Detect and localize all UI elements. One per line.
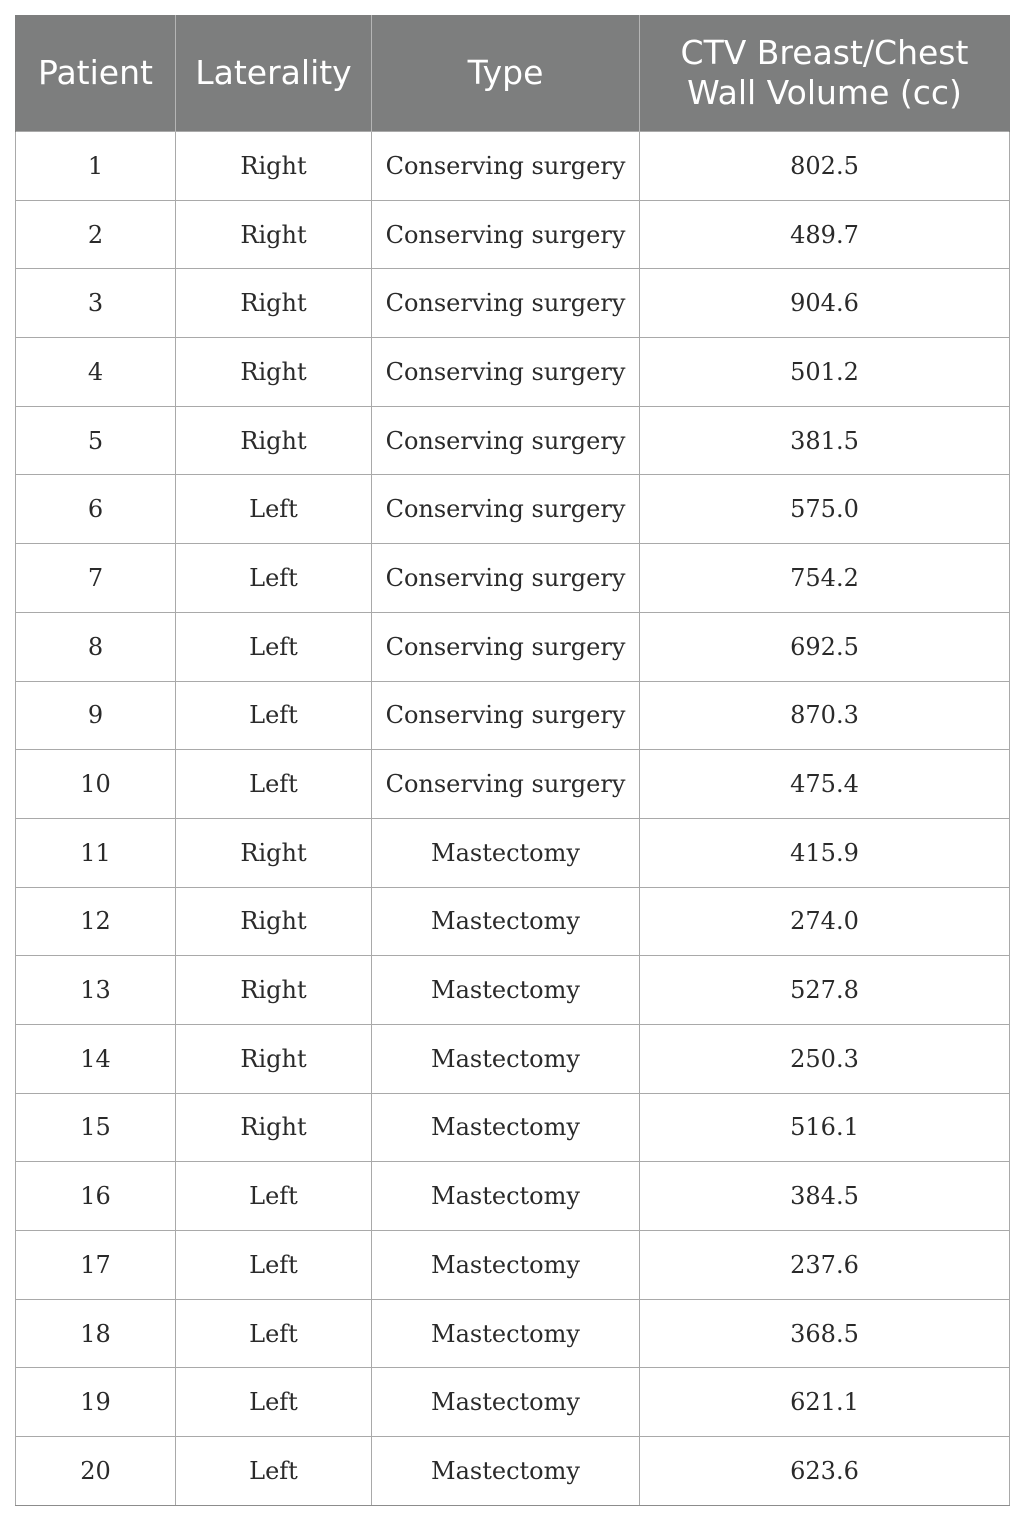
cell-patient: 15: [16, 1093, 176, 1162]
cell-type: Mastectomy: [372, 1299, 640, 1368]
patient-table: [15, 15, 1010, 1506]
cell-type: Conserving surgery: [372, 269, 640, 338]
cell-laterality: Right: [176, 1093, 372, 1162]
cell-volume: 384.5: [640, 1162, 1010, 1231]
cell-type: Mastectomy: [372, 1024, 640, 1093]
cell-patient: 13: [16, 956, 176, 1025]
header-type: Type: [372, 15, 640, 132]
table-row: [16, 1024, 1010, 1093]
cell-laterality: Left: [176, 1299, 372, 1368]
table-header: [16, 15, 1010, 132]
cell-patient: 16: [16, 1162, 176, 1231]
cell-type: Conserving surgery: [372, 338, 640, 407]
cell-volume: 802.5: [640, 132, 1010, 201]
cell-volume: 501.2: [640, 338, 1010, 407]
cell-type: Conserving surgery: [372, 612, 640, 681]
cell-laterality: Left: [176, 475, 372, 544]
cell-volume: 489.7: [640, 200, 1010, 269]
cell-laterality: Left: [176, 1437, 372, 1506]
cell-volume: 415.9: [640, 818, 1010, 887]
cell-patient: 20: [16, 1437, 176, 1506]
cell-laterality: Right: [176, 818, 372, 887]
cell-patient: 1: [16, 132, 176, 201]
cell-laterality: Right: [176, 269, 372, 338]
cell-laterality: Left: [176, 681, 372, 750]
cell-volume: 692.5: [640, 612, 1010, 681]
cell-volume: 274.0: [640, 887, 1010, 956]
table-row: [16, 1299, 1010, 1368]
table-row: [16, 269, 1010, 338]
cell-laterality: Right: [176, 406, 372, 475]
table-row: [16, 1368, 1010, 1437]
table-row: [16, 544, 1010, 613]
table-row: [16, 612, 1010, 681]
cell-type: Mastectomy: [372, 1437, 640, 1506]
cell-type: Mastectomy: [372, 1368, 640, 1437]
cell-volume: 368.5: [640, 1299, 1010, 1368]
cell-volume: 621.1: [640, 1368, 1010, 1437]
cell-volume: 381.5: [640, 406, 1010, 475]
cell-type: Conserving surgery: [372, 681, 640, 750]
cell-type: Conserving surgery: [372, 475, 640, 544]
table-row: [16, 1437, 1010, 1506]
table-row: [16, 750, 1010, 819]
table-row: [16, 1231, 1010, 1300]
cell-volume: 870.3: [640, 681, 1010, 750]
cell-laterality: Right: [176, 132, 372, 201]
cell-laterality: Left: [176, 612, 372, 681]
cell-volume: 527.8: [640, 956, 1010, 1025]
cell-patient: 17: [16, 1231, 176, 1300]
cell-volume: 475.4: [640, 750, 1010, 819]
cell-type: Mastectomy: [372, 1231, 640, 1300]
table-row: [16, 406, 1010, 475]
cell-volume: 754.2: [640, 544, 1010, 613]
cell-type: Mastectomy: [372, 1162, 640, 1231]
cell-volume: 575.0: [640, 475, 1010, 544]
cell-type: Mastectomy: [372, 1093, 640, 1162]
cell-patient: 11: [16, 818, 176, 887]
cell-patient: 12: [16, 887, 176, 956]
cell-patient: 2: [16, 200, 176, 269]
cell-laterality: Left: [176, 1231, 372, 1300]
cell-laterality: Right: [176, 956, 372, 1025]
cell-volume: 623.6: [640, 1437, 1010, 1506]
table-row: [16, 1162, 1010, 1231]
cell-laterality: Left: [176, 544, 372, 613]
cell-type: Mastectomy: [372, 887, 640, 956]
cell-patient: 5: [16, 406, 176, 475]
cell-laterality: Left: [176, 750, 372, 819]
cell-patient: 9: [16, 681, 176, 750]
header-patient: Patient: [16, 15, 176, 132]
cell-type: Conserving surgery: [372, 406, 640, 475]
table-row: [16, 681, 1010, 750]
table-row: [16, 818, 1010, 887]
cell-patient: 18: [16, 1299, 176, 1368]
cell-volume: 237.6: [640, 1231, 1010, 1300]
cell-patient: 8: [16, 612, 176, 681]
cell-patient: 19: [16, 1368, 176, 1437]
header-laterality: Laterality: [176, 15, 372, 132]
cell-type: Mastectomy: [372, 818, 640, 887]
cell-laterality: Left: [176, 1162, 372, 1231]
cell-patient: 4: [16, 338, 176, 407]
cell-volume: 904.6: [640, 269, 1010, 338]
table-row: [16, 1093, 1010, 1162]
cell-laterality: Right: [176, 200, 372, 269]
table-body: [16, 132, 1010, 1506]
cell-patient: 10: [16, 750, 176, 819]
cell-patient: 6: [16, 475, 176, 544]
cell-volume: 516.1: [640, 1093, 1010, 1162]
cell-patient: 14: [16, 1024, 176, 1093]
table-row: [16, 338, 1010, 407]
table-row: [16, 475, 1010, 544]
cell-patient: 3: [16, 269, 176, 338]
cell-type: Mastectomy: [372, 956, 640, 1025]
cell-patient: 7: [16, 544, 176, 613]
cell-laterality: Right: [176, 338, 372, 407]
header-volume-line2: Wall Volume (cc): [687, 73, 962, 112]
cell-laterality: Left: [176, 1368, 372, 1437]
header-row: [16, 15, 1010, 132]
cell-laterality: Right: [176, 1024, 372, 1093]
cell-type: Conserving surgery: [372, 200, 640, 269]
table-row: [16, 956, 1010, 1025]
table-row: [16, 200, 1010, 269]
table-row: [16, 887, 1010, 956]
header-volume: [640, 15, 1010, 132]
cell-type: Conserving surgery: [372, 544, 640, 613]
cell-type: Conserving surgery: [372, 750, 640, 819]
header-volume-line1: CTV Breast/Chest: [680, 33, 969, 72]
cell-type: Conserving surgery: [372, 132, 640, 201]
table-row: [16, 132, 1010, 201]
cell-volume: 250.3: [640, 1024, 1010, 1093]
cell-laterality: Right: [176, 887, 372, 956]
